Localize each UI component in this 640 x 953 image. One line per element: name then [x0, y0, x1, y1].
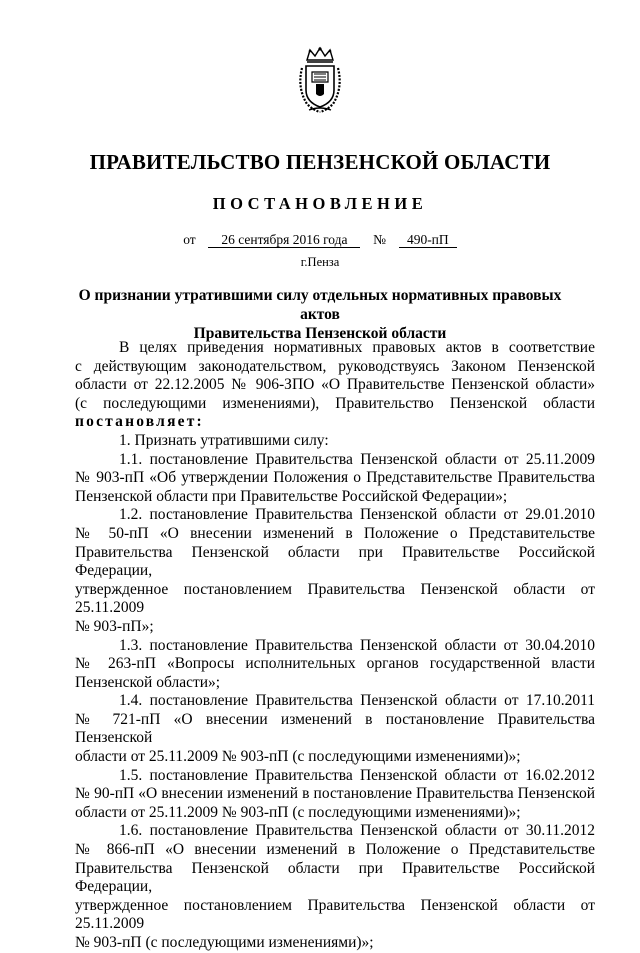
preamble-line: В целях приведения нормативных правовых актов в соответствие	[119, 339, 595, 356]
item-1-5-line: 1.5. постановление Правительства Пензенской области от 16.02.2012	[119, 766, 595, 784]
item-1-1-line: Пензенской области при Правительстве Российской Федерации»;	[75, 487, 508, 505]
item-1-2-line: утвержденное постановлением Правительства Пензенской области от 25.11.2009	[75, 580, 595, 617]
item-1-4-line: 1.4. постановление Правительства Пензенской области от 17.10.2011	[119, 692, 595, 710]
item-1-6-line: 1.6. постановление Правительства Пензенской области от 30.11.2012	[119, 822, 595, 840]
item-1-2-line: Правительства Пензенской области при Правительстве Российской Федерации,	[75, 543, 595, 580]
document-title	[70, 286, 570, 343]
document-body	[75, 339, 595, 953]
item-1-2-line: № 903-пП»;	[75, 617, 154, 635]
date-prefix: от	[183, 232, 196, 247]
item-1-3-line: № 263-пП «Вопросы исполнительных органов государственной власти	[75, 655, 595, 673]
item-1-5-line: № 90-пП «О внесении изменений в постановление Правительства Пензенской	[75, 785, 595, 803]
item-1-6-line: Правительства Пензенской области при Правительстве Российской Федерации,	[75, 859, 595, 896]
item-1-2-line: № 50-пП «О внесении изменений в Положение о Представительстве	[75, 524, 595, 542]
item-1-3-line: Пензенской области»;	[75, 673, 221, 691]
item-1-5-line: области от 25.11.2009 № 903-пП (с последующими изменениями)»;	[75, 803, 521, 821]
document-type: ПОСТАНОВЛЕНИЕ	[212, 194, 428, 213]
preamble-line: (с последующими изменениями), Правительство Пензенской области	[75, 394, 595, 412]
city: г.Пенза	[300, 255, 340, 269]
number-prefix: №	[373, 232, 387, 247]
resolves-word: постановляет:	[75, 413, 204, 431]
document-title-line: О признании утратившими силу отдельных нормативных правовых актов	[78, 287, 562, 323]
document-title-line: Правительства Пензенской области	[193, 325, 447, 342]
item-1-6-line: № 903-пП (с последующими изменениями)»;	[75, 934, 374, 951]
preamble-line: области от 22.12.2005 № 906-ЗПО «О Правительстве Пензенской области»	[75, 376, 595, 394]
item-1-1-line: № 903-пП «Об утверждении Положения о Представительстве Правительства	[75, 469, 595, 487]
item-1-1-line: 1.1. постановление Правительства Пензенской области от 25.11.2009	[119, 450, 595, 468]
document-number: 490-пП	[399, 233, 457, 248]
coat-of-arms-icon	[295, 46, 345, 114]
date-number-line	[0, 232, 640, 248]
preamble-line: с действующим законодательством, руководствуясь Законом Пензенской	[75, 357, 595, 375]
item-1-2-line: 1.2. постановление Правительства Пензенской области от 29.01.2010	[119, 506, 595, 524]
item-1: 1. Признать утратившими силу:	[119, 431, 329, 449]
item-1-6-line: утвержденное постановлением Правительства Пензенской области от 25.11.2009	[75, 896, 595, 933]
item-1-3-line: 1.3. постановление Правительства Пензенской области от 30.04.2010	[119, 636, 595, 654]
item-1-6-line: № 866-пП «О внесении изменений в Положение о Представительстве	[75, 841, 595, 859]
item-1-4-line: № 721-пП «О внесении изменений в постановление Правительства Пензенской	[75, 710, 595, 747]
government-name: ПРАВИТЕЛЬСТВО ПЕНЗЕНСКОЙ ОБЛАСТИ	[89, 150, 551, 174]
document-date: 26 сентября 2016 года	[208, 233, 360, 248]
item-1-4-line: области от 25.11.2009 № 903-пП (с последующими изменениями)»;	[75, 748, 521, 766]
